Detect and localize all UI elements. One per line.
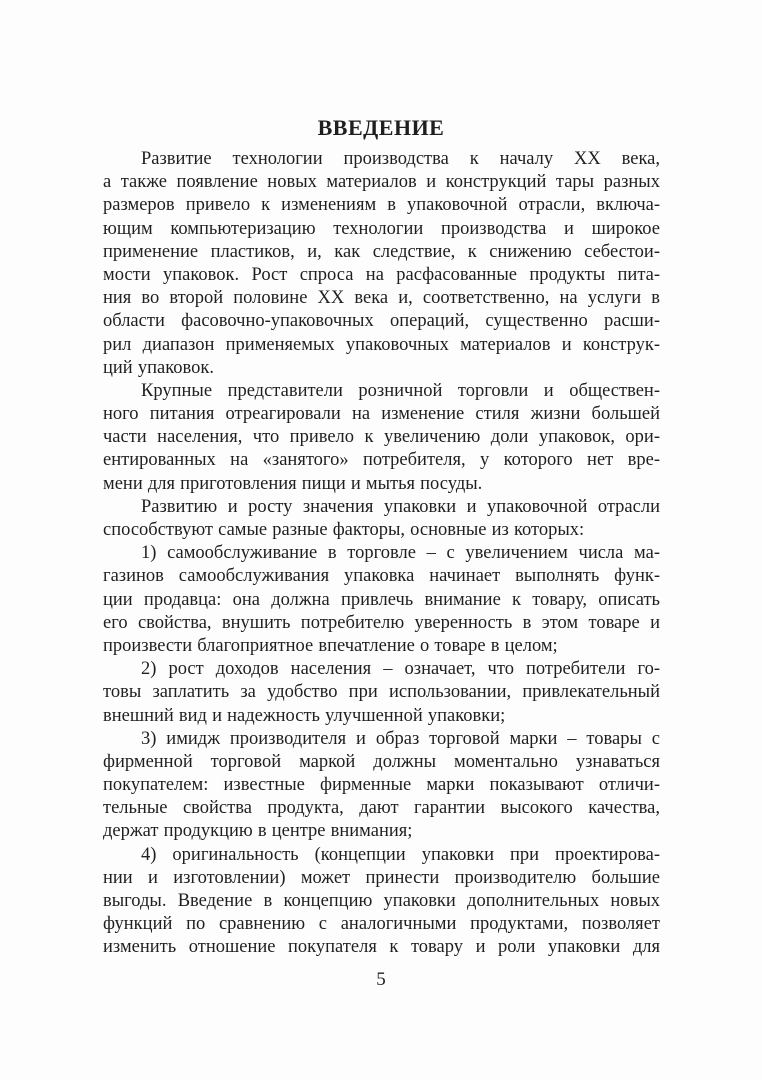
chapter-title: ВВЕДЕНИЕ [317, 114, 445, 140]
text-line: 3) имидж производителя и образ торговой марки – товары с [141, 728, 660, 749]
text-line: его свойства, внушить потребителю уверенность в этом товаре и [103, 612, 660, 633]
page-number: 5 [376, 969, 386, 990]
text-line: части населения, что привело к увеличению доли упаковок, ори- [103, 427, 660, 448]
text-line: Развитие технологии производства к началу XX века, [141, 149, 660, 169]
text-line: ции продавца: она должна привлечь внимание к товару, описать [103, 589, 660, 610]
text-line: размеров привело к изменениям в упаковочной отрасли, включа- [103, 195, 660, 216]
text-line: покупателем: известные фирменные марки показывают отличи- [103, 775, 660, 796]
text-line: 4) оригинальность (концепции упаковки при проектирова- [141, 844, 660, 865]
text-line: области фасовочно-упаковочных операций, существенно расши- [103, 311, 660, 332]
text-line: произвести благоприятное впечатление о товаре в целом; [103, 635, 558, 656]
text-line: Развитию и росту значения упаковки и упаковочной отрасли [141, 496, 660, 517]
text-line: Крупные представители розничной торговли и обществен- [141, 380, 660, 401]
text-line: изменить отношение покупателя к товару и роли упаковки для [103, 937, 660, 958]
text-line: выгоды. Введение в концепцию упаковки дополнительных новых [103, 891, 660, 911]
text-line: тельные свойства продукта, дают гарантии высокого качества, [103, 798, 660, 819]
text-line: способствуют самые разные факторы, основные из которых: [103, 520, 585, 540]
text-line: нии и изготовлении) может принести производителю большие [103, 867, 660, 888]
text-line: рил диапазон применяемых упаковочных материалов и конструк- [103, 334, 660, 355]
text-line: 2) рост доходов населения – означает, что потребители го- [141, 659, 660, 680]
text-line: внешний вид и надежность улучшенной упаковки; [103, 705, 506, 726]
body-text [103, 148, 660, 960]
text-line: применение пластиков, и, как следствие, к снижению себестои- [103, 241, 660, 262]
text-line: держат продукцию в центре внимания; [103, 821, 413, 842]
text-line: ного питания отреагировали на изменение стиля жизни большей [103, 404, 660, 425]
text-line: а также появление новых материалов и конструкций тары разных [103, 172, 660, 193]
text-line: функций по сравнению с аналогичными продуктами, позволяет [103, 914, 660, 935]
text-line: ций упаковок. [103, 357, 214, 378]
text-line: газинов самообслуживания упаковка начинает выполнять функ- [103, 566, 660, 587]
text-line: мени для приготовления пищи и мытья посуды. [103, 473, 483, 494]
text-line: 1) самообслуживание в торговле – с увеличением числа ма- [141, 543, 660, 564]
text-line: фирменной торговой маркой должны моментально узнаваться [103, 751, 660, 772]
text-line: ния во второй половине XX века и, соответственно, на услуги в [103, 288, 660, 309]
text-line: товы заплатить за удобство при использовании, привлекательный [103, 682, 660, 703]
text-line: ентированных на «занятого» потребителя, у которого нет вре- [103, 450, 660, 471]
text-line: мости упаковок. Рост спроса на расфасованные продукты пита- [103, 264, 660, 285]
text-line: ющим компьютеризацию технологии производства и широкое [103, 218, 660, 239]
